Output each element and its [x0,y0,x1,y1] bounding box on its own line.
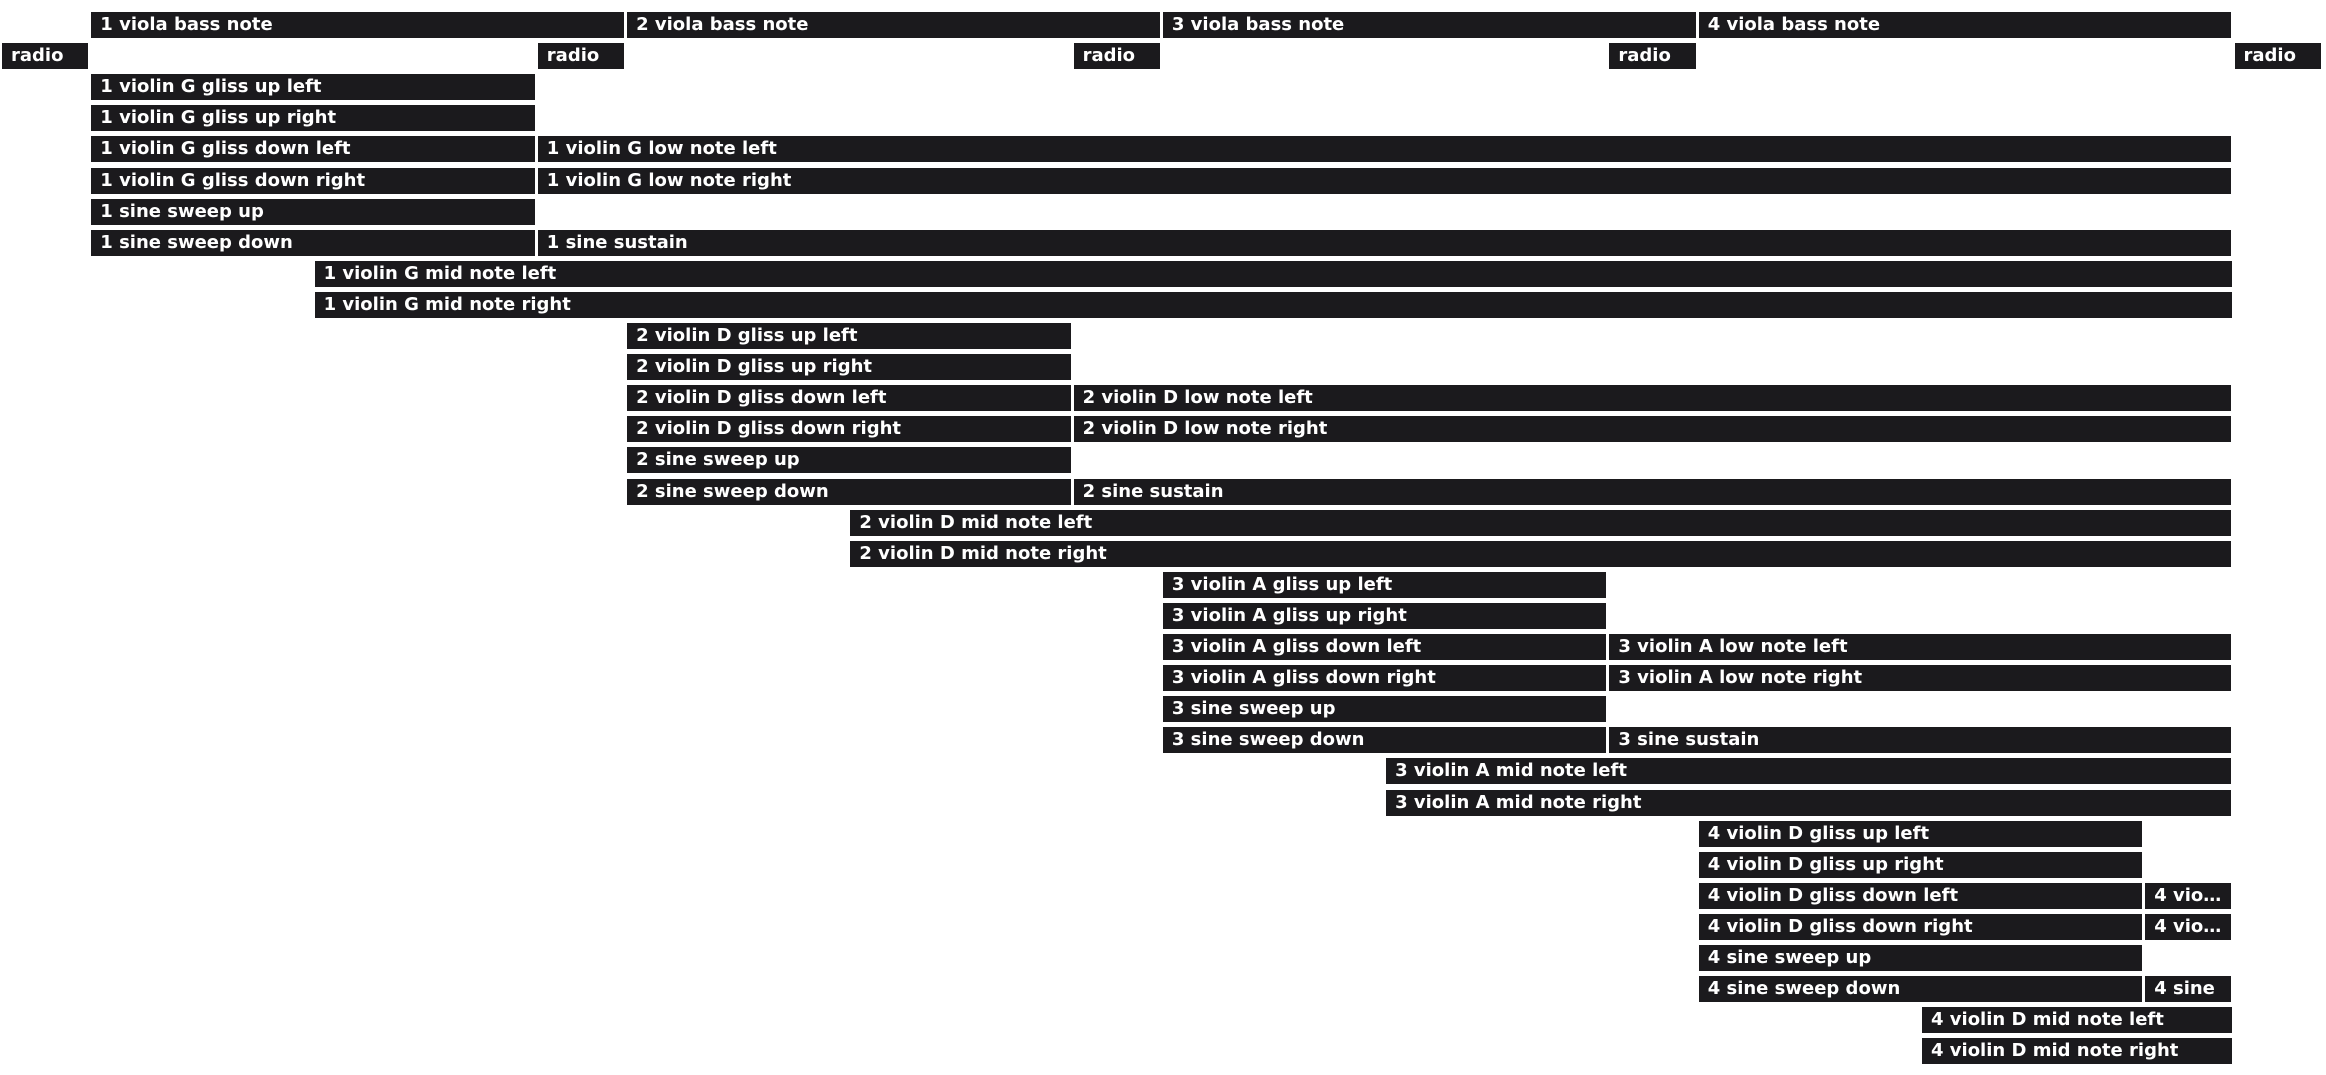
timeline-clip[interactable]: 2 violin D mid note left [850,510,2231,536]
timeline-clip[interactable]: radio [2235,43,2321,69]
timeline-clip[interactable]: 4 vio… [2145,914,2231,940]
timeline-clip[interactable]: 2 sine sweep down [627,479,1071,505]
timeline-clip[interactable]: 1 sine sweep up [91,199,535,225]
timeline-clip[interactable]: 4 sine [2145,976,2231,1002]
timeline-clip[interactable]: 4 vio… [2145,883,2231,909]
timeline-clip[interactable]: radio [1074,43,1160,69]
timeline-clip[interactable]: 3 violin A mid note left [1386,758,2231,784]
timeline-clip[interactable]: 4 viola bass note [1699,12,2232,38]
timeline-clip[interactable]: 1 sine sustain [538,230,2232,256]
timeline-clip[interactable]: 3 violin A low note left [1609,634,2231,660]
timeline-clip[interactable]: 3 violin A gliss down right [1163,665,1607,691]
timeline-clip[interactable]: radio [1609,43,1695,69]
timeline-clip[interactable]: 1 violin G gliss down left [91,136,535,162]
timeline-clip[interactable]: 3 violin A mid note right [1386,790,2231,816]
timeline-clip[interactable]: 4 violin D gliss up left [1699,821,2143,847]
timeline-clip[interactable]: 2 violin D low note left [1074,385,2232,411]
timeline-clip[interactable]: 1 violin G low note right [538,168,2232,194]
timeline-clip[interactable]: radio [538,43,624,69]
timeline-clip[interactable]: 4 sine sweep down [1699,976,2143,1002]
timeline-clip[interactable]: 4 violin D gliss down right [1699,914,2143,940]
timeline-clip[interactable]: 2 violin D mid note right [850,541,2231,567]
timeline-clip[interactable]: 1 violin G mid note right [315,292,2232,318]
timeline-clip[interactable]: 3 sine sweep up [1163,696,1607,722]
timeline-clip[interactable]: 4 violin D gliss down left [1699,883,2143,909]
timeline-clip[interactable]: 3 violin A gliss up right [1163,603,1607,629]
timeline-clip[interactable]: 4 violin D mid note left [1922,1007,2232,1033]
timeline-clip[interactable]: 3 sine sustain [1609,727,2231,753]
timeline-clip[interactable]: 2 viola bass note [627,12,1160,38]
timeline-clip[interactable]: 2 violin D low note right [1074,416,2232,442]
timeline-clip[interactable]: 3 violin A low note right [1609,665,2231,691]
timeline-clip[interactable]: 1 violin G gliss up right [91,105,535,131]
timeline-clip[interactable]: 1 violin G gliss down right [91,168,535,194]
timeline-clip[interactable]: 3 viola bass note [1163,12,1696,38]
timeline-clip[interactable]: 3 violin A gliss down left [1163,634,1607,660]
timeline-clip[interactable]: 1 violin G low note left [538,136,2232,162]
timeline-clip[interactable]: 2 violin D gliss down left [627,385,1071,411]
timeline-clip[interactable]: 1 sine sweep down [91,230,535,256]
timeline-clip[interactable]: 3 sine sweep down [1163,727,1607,753]
timeline-clip[interactable]: 2 violin D gliss up right [627,354,1071,380]
timeline-clip[interactable]: 1 violin G mid note left [315,261,2232,287]
timeline-clip[interactable]: 4 violin D mid note right [1922,1038,2232,1064]
timeline-clip[interactable]: 1 viola bass note [91,12,624,38]
timeline-clip[interactable]: 2 violin D gliss down right [627,416,1071,442]
timeline-clip[interactable]: 2 sine sweep up [627,447,1071,473]
timeline-clip[interactable]: 2 sine sustain [1074,479,2232,505]
timeline-clip[interactable]: 4 violin D gliss up right [1699,852,2143,878]
timeline-clip[interactable]: radio [2,43,88,69]
timeline-clip[interactable]: 1 violin G gliss up left [91,74,535,100]
timeline-clip[interactable]: 4 sine sweep up [1699,945,2143,971]
timeline-clip[interactable]: 2 violin D gliss up left [627,323,1071,349]
timeline-clip[interactable]: 3 violin A gliss up left [1163,572,1607,598]
